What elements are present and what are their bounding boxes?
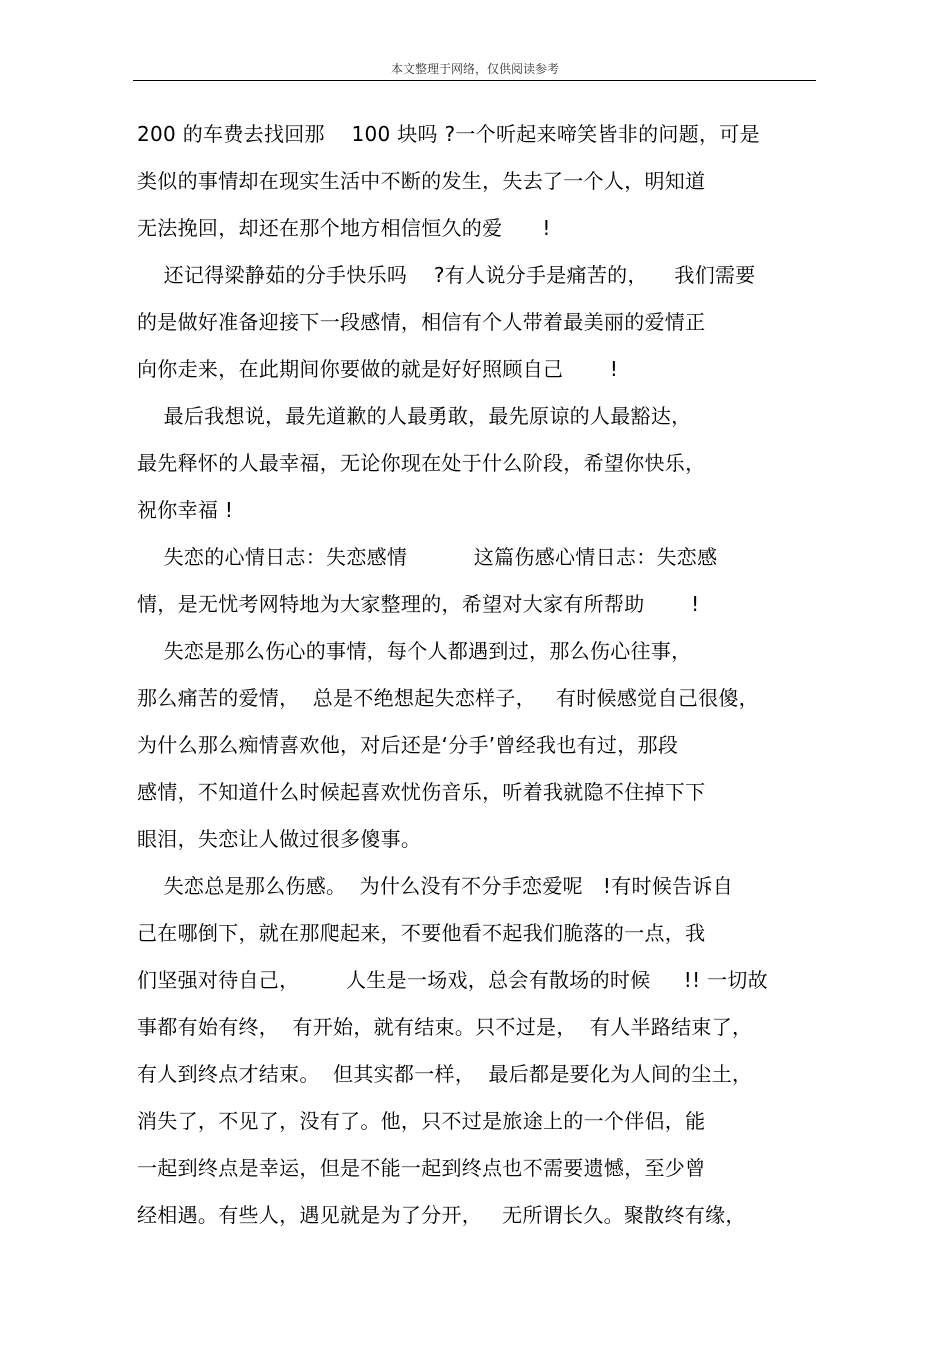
text-line: 类似的事情却在现实生活中不断的发生，失去了一个人，明知道 — [137, 169, 706, 193]
text-line: 那么痛苦的爱情， 总是不绝想起失恋样子， 有时候感觉自己很傻， — [137, 686, 759, 710]
text-line: 己在哪倒下，就在那爬起来，不要他看不起我们脆落的一点，我 — [137, 921, 706, 945]
text-line: 最后我想说，最先道歉的人最勇敢，最先原谅的人最豁达， — [137, 404, 692, 428]
page-header: 本文整理于网络，仅供阅读参考 — [390, 62, 559, 76]
text-line: 无法挽回，却还在那个地方相信恒久的爱 ! — [137, 216, 551, 240]
header-divider — [133, 80, 816, 81]
text-line: 向你走来，在此期间你要做的就是好好照顾自己 ! — [137, 357, 619, 381]
text-line: 失恋是那么伤心的事情，每个人都遇到过，那么伤心往事， — [137, 639, 692, 663]
text-line: 们坚强对待自己， 人生是一场戏，总会有散场的时候 !! 一切故 — [137, 968, 768, 992]
text-line: 失恋的心情日志：失恋感情 这篇伤感心情日志：失恋感 — [137, 545, 718, 569]
text-line: 失恋总是那么伤感。 为什么没有不分手恋爱呢 !有时候告诉自 — [137, 874, 734, 898]
text-line: 经相遇。有些人，遇见就是为了分开， 无所谓长久。聚散终有缘， — [137, 1203, 746, 1227]
text-line: 最先释怀的人最幸福，无论你现在处于什么阶段，希望你快乐， — [137, 451, 706, 475]
text-line: 感情，不知道什么时候起喜欢忧伤音乐，听着我就隐不住掉下下 — [137, 780, 706, 804]
text-line: 事都有始有终， 有开始，就有结束。只不过是， 有人半路结束了， — [137, 1015, 753, 1039]
document-body — [137, 111, 817, 1239]
text-line: 情，是无忧考网特地为大家整理的，希望对大家有所帮助 ! — [137, 592, 700, 616]
text-line: 200 的车费去找回那 100 块吗 ?一个听起来啼笑皆非的问题，可是 — [137, 122, 760, 146]
text-line: 眼泪，失恋让人做过很多傻事。 — [137, 827, 422, 851]
text-line: 消失了，不见了，没有了。他，只不过是旅途上的一个伴侣，能 — [137, 1109, 706, 1133]
text-line: 的是做好准备迎接下一段感情，相信有个人带着最美丽的爱情正 — [137, 310, 706, 334]
text-line: 还记得梁静茹的分手快乐吗 ?有人说分手是痛苦的， 我们需要 — [137, 263, 756, 287]
text-line: 祝你幸福 ! — [137, 498, 234, 522]
text-line: 一起到终点是幸运，但是不能一起到终点也不需要遗憾，至少曾 — [137, 1156, 706, 1180]
text-line: 有人到终点才结束。 但其实都一样， 最后都是要化为人间的尘土， — [137, 1062, 753, 1086]
text-line: 为什么那么痴情喜欢他，对后还是‘分手’曾经我也有过，那段 — [137, 733, 679, 757]
